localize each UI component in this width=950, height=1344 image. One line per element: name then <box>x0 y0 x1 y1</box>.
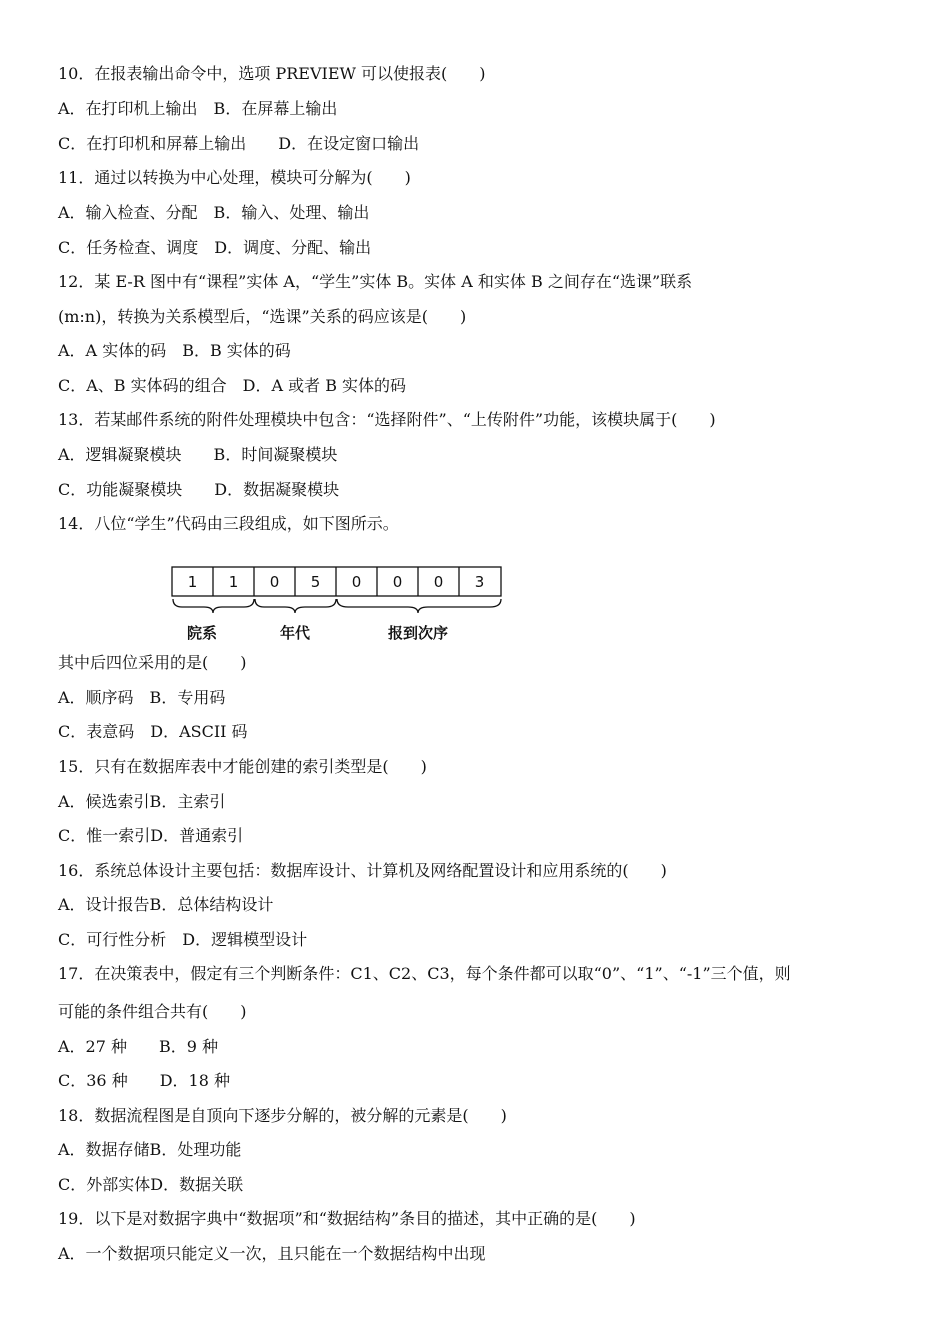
question-14-options-cd: C．表意码 D．ASCII 码 <box>58 722 248 741</box>
code-digit: 0 <box>351 573 362 591</box>
question-10-stem: 10．在报表输出命令中，选项 PREVIEW 可以使报表( ) <box>58 64 486 83</box>
brace-order <box>337 599 501 613</box>
code-digit: 0 <box>392 573 403 591</box>
code-digit: 0 <box>433 573 444 591</box>
code-digit: 1 <box>228 573 239 591</box>
question-13-options-ab: A．逻辑凝聚模块 B．时间凝聚模块 <box>58 445 338 464</box>
question-13-options-cd: C．功能凝聚模块 D．数据凝聚模块 <box>58 480 340 499</box>
question-18-stem: 18．数据流程图是自顶向下逐步分解的，被分解的元素是( ) <box>58 1106 507 1125</box>
question-14-options-ab: A．顺序码 B．专用码 <box>58 688 226 707</box>
student-code-figure <box>170 565 505 647</box>
question-11-options-ab: A．输入检查、分配 B．输入、处理、输出 <box>58 203 370 222</box>
code-digit: 5 <box>310 573 321 591</box>
question-15-stem: 15．只有在数据库表中才能创建的索引类型是( ) <box>58 757 427 776</box>
segment-label-department: 院系 <box>186 624 218 642</box>
question-11-stem: 11．通过以转换为中心处理，模块可分解为( ) <box>58 168 411 187</box>
question-15-options-ab: A．候选索引B．主索引 <box>58 792 226 811</box>
question-16-options-ab: A．设计报告B．总体结构设计 <box>58 895 274 914</box>
segment-label-year: 年代 <box>279 624 311 642</box>
question-10-options-cd: C．在打印机和屏幕上输出 D．在设定窗口输出 <box>58 134 420 153</box>
question-12-options-cd: C．A、B 实体码的组合 D．A 或者 B 实体的码 <box>58 376 407 395</box>
question-14-stem: 14．八位“学生”代码由三段组成，如下图所示。 <box>58 514 399 533</box>
question-17-options-cd: C．36 种 D．18 种 <box>58 1071 230 1090</box>
student-code-diagram <box>170 565 505 647</box>
question-16-options-cd: C．可行性分析 D．逻辑模型设计 <box>58 930 308 949</box>
question-18-options-cd: C．外部实体D．数据关联 <box>58 1175 244 1194</box>
code-digit: 1 <box>187 573 198 591</box>
question-12-options-ab: A．A 实体的码 B．B 实体的码 <box>58 341 291 360</box>
code-digit: 3 <box>474 573 485 591</box>
question-12-stem-cont: (m:n)，转换为关系模型后，“选课”关系的码应该是( ) <box>58 307 467 326</box>
question-19-stem: 19．以下是对数据字典中“数据项”和“数据结构”条目的描述，其中正确的是( ) <box>58 1209 636 1228</box>
question-16-stem: 16．系统总体设计主要包括：数据库设计、计算机及网络配置设计和应用系统的( ) <box>58 861 667 880</box>
question-15-options-cd: C．惟一索引D．普通索引 <box>58 826 244 845</box>
question-10-options-ab: A．在打印机上输出 B．在屏幕上输出 <box>58 99 338 118</box>
brace-year <box>255 599 336 613</box>
question-17-options-ab: A．27 种 B．9 种 <box>58 1037 219 1056</box>
segment-label-order: 报到次序 <box>387 624 449 642</box>
question-11-options-cd: C．任务检查、调度 D．调度、分配、输出 <box>58 238 372 257</box>
brace-department <box>173 599 254 613</box>
question-18-options-ab: A．数据存储B．处理功能 <box>58 1140 242 1159</box>
question-19-option-a: A．一个数据项只能定义一次，且只能在一个数据结构中出现 <box>58 1244 486 1263</box>
question-14-stem-cont: 其中后四位采用的是( ) <box>58 653 247 672</box>
question-17-stem: 17．在决策表中，假定有三个判断条件：C1、C2、C3，每个条件都可以取“0”、“1”、“-1”三个值，则 <box>58 964 791 983</box>
question-13-stem: 13．若某邮件系统的附件处理模块中包含：“选择附件”、“上传附件”功能，该模块属于( ) <box>58 410 716 429</box>
code-digit: 0 <box>269 573 280 591</box>
question-17-stem-cont: 可能的条件组合共有( ) <box>58 1002 247 1021</box>
question-12-stem: 12．某 E-R 图中有“课程”实体 A，“学生”实体 B。实体 A 和实体 B 之间存在“选课”联系 <box>58 272 693 291</box>
